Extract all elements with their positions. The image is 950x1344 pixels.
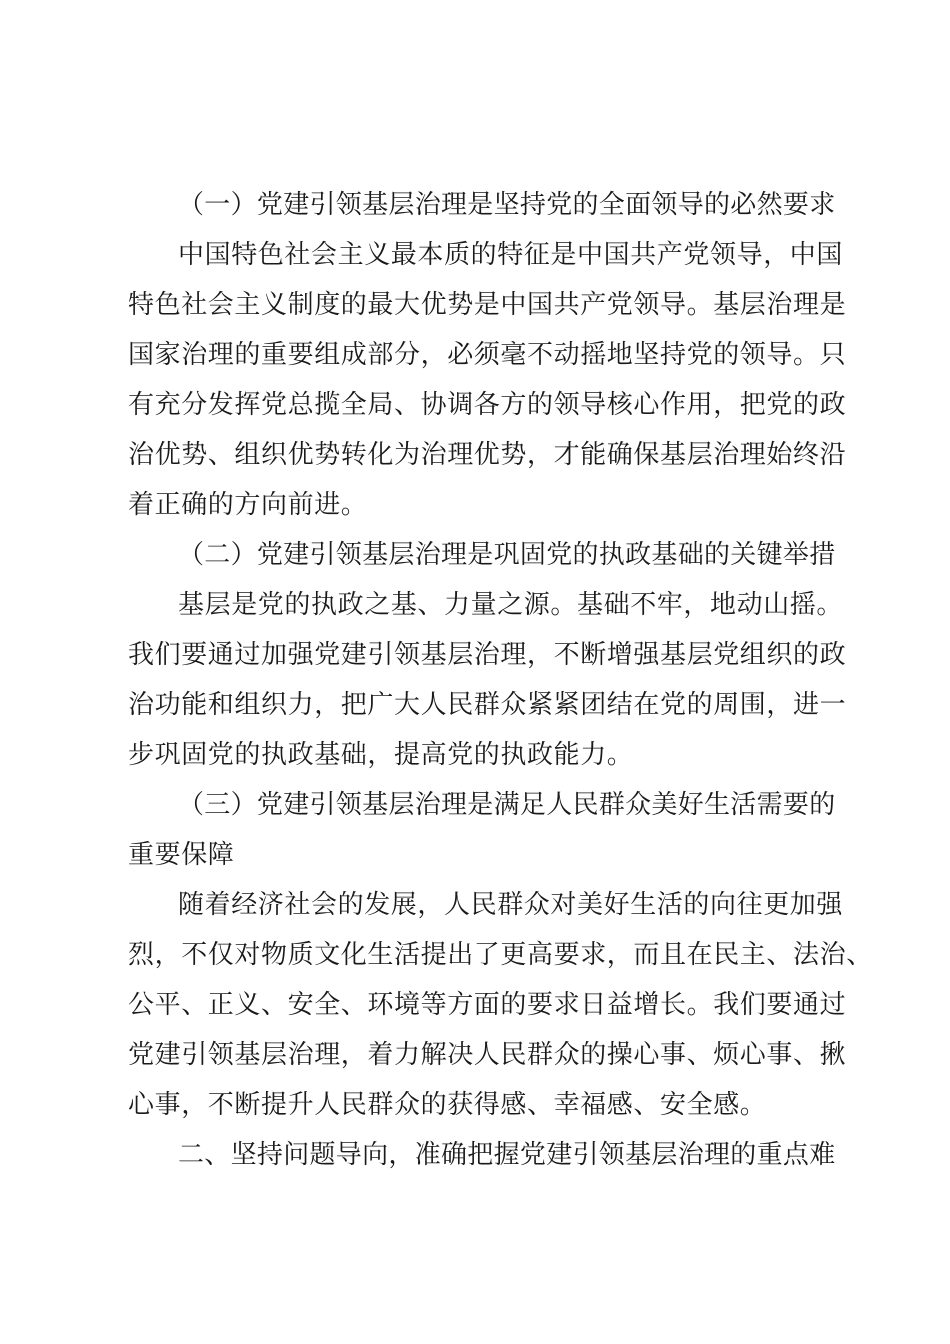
paragraph-line: 治优势、组织优势转化为治理优势，才能确保基层治理始终沿 <box>128 440 847 470</box>
paragraph-line: 党建引领基层治理，着力解决人民群众的操心事、烦心事、揪 <box>128 1040 847 1070</box>
paragraph-line: 着正确的方向前进。 <box>128 490 368 520</box>
paragraph-line: 有充分发挥党总揽全局、协调各方的领导核心作用，把党的政 <box>128 390 847 420</box>
paragraph-line: 中国特色社会主义最本质的特征是中国共产党领导，中国 <box>178 240 844 270</box>
paragraph-line: 基层是党的执政之基、力量之源。基础不牢，地动山摇。 <box>178 590 844 620</box>
paragraph-line: 我们要通过加强党建引领基层治理，不断增强基层党组织的政 <box>128 640 847 670</box>
section-heading-3-cont: 重要保障 <box>128 840 235 870</box>
paragraph-line: 公平、正义、安全、环境等方面的要求日益增长。我们要通过 <box>128 990 847 1020</box>
section-heading-1: （一）党建引领基层治理是坚持党的全面领导的必然要求 <box>178 190 836 220</box>
paragraph-line: 治功能和组织力，把广大人民群众紧紧团结在党的周围，进一 <box>128 690 847 720</box>
paragraph-line: 心事，不断提升人民群众的获得感、幸福感、安全感。 <box>128 1090 767 1120</box>
chapter-heading-2: 二、坚持问题导向，准确把握党建引领基层治理的重点难 <box>178 1140 836 1170</box>
section-heading-3: （三）党建引领基层治理是满足人民群众美好生活需要的 <box>178 790 836 820</box>
paragraph-line: 国家治理的重要组成部分，必须毫不动摇地坚持党的领导。只 <box>128 340 847 370</box>
paragraph-line: 烈，不仅对物质文化生活提出了更高要求，而且在民主、法治、 <box>128 940 873 970</box>
section-heading-2: （二）党建引领基层治理是巩固党的执政基础的关键举措 <box>178 540 836 570</box>
paragraph-line: 随着经济社会的发展，人民群众对美好生活的向往更加强 <box>178 890 844 920</box>
paragraph-line: 步巩固党的执政基础，提高党的执政能力。 <box>128 740 634 770</box>
paragraph-line: 特色社会主义制度的最大优势是中国共产党领导。基层治理是 <box>128 290 847 320</box>
